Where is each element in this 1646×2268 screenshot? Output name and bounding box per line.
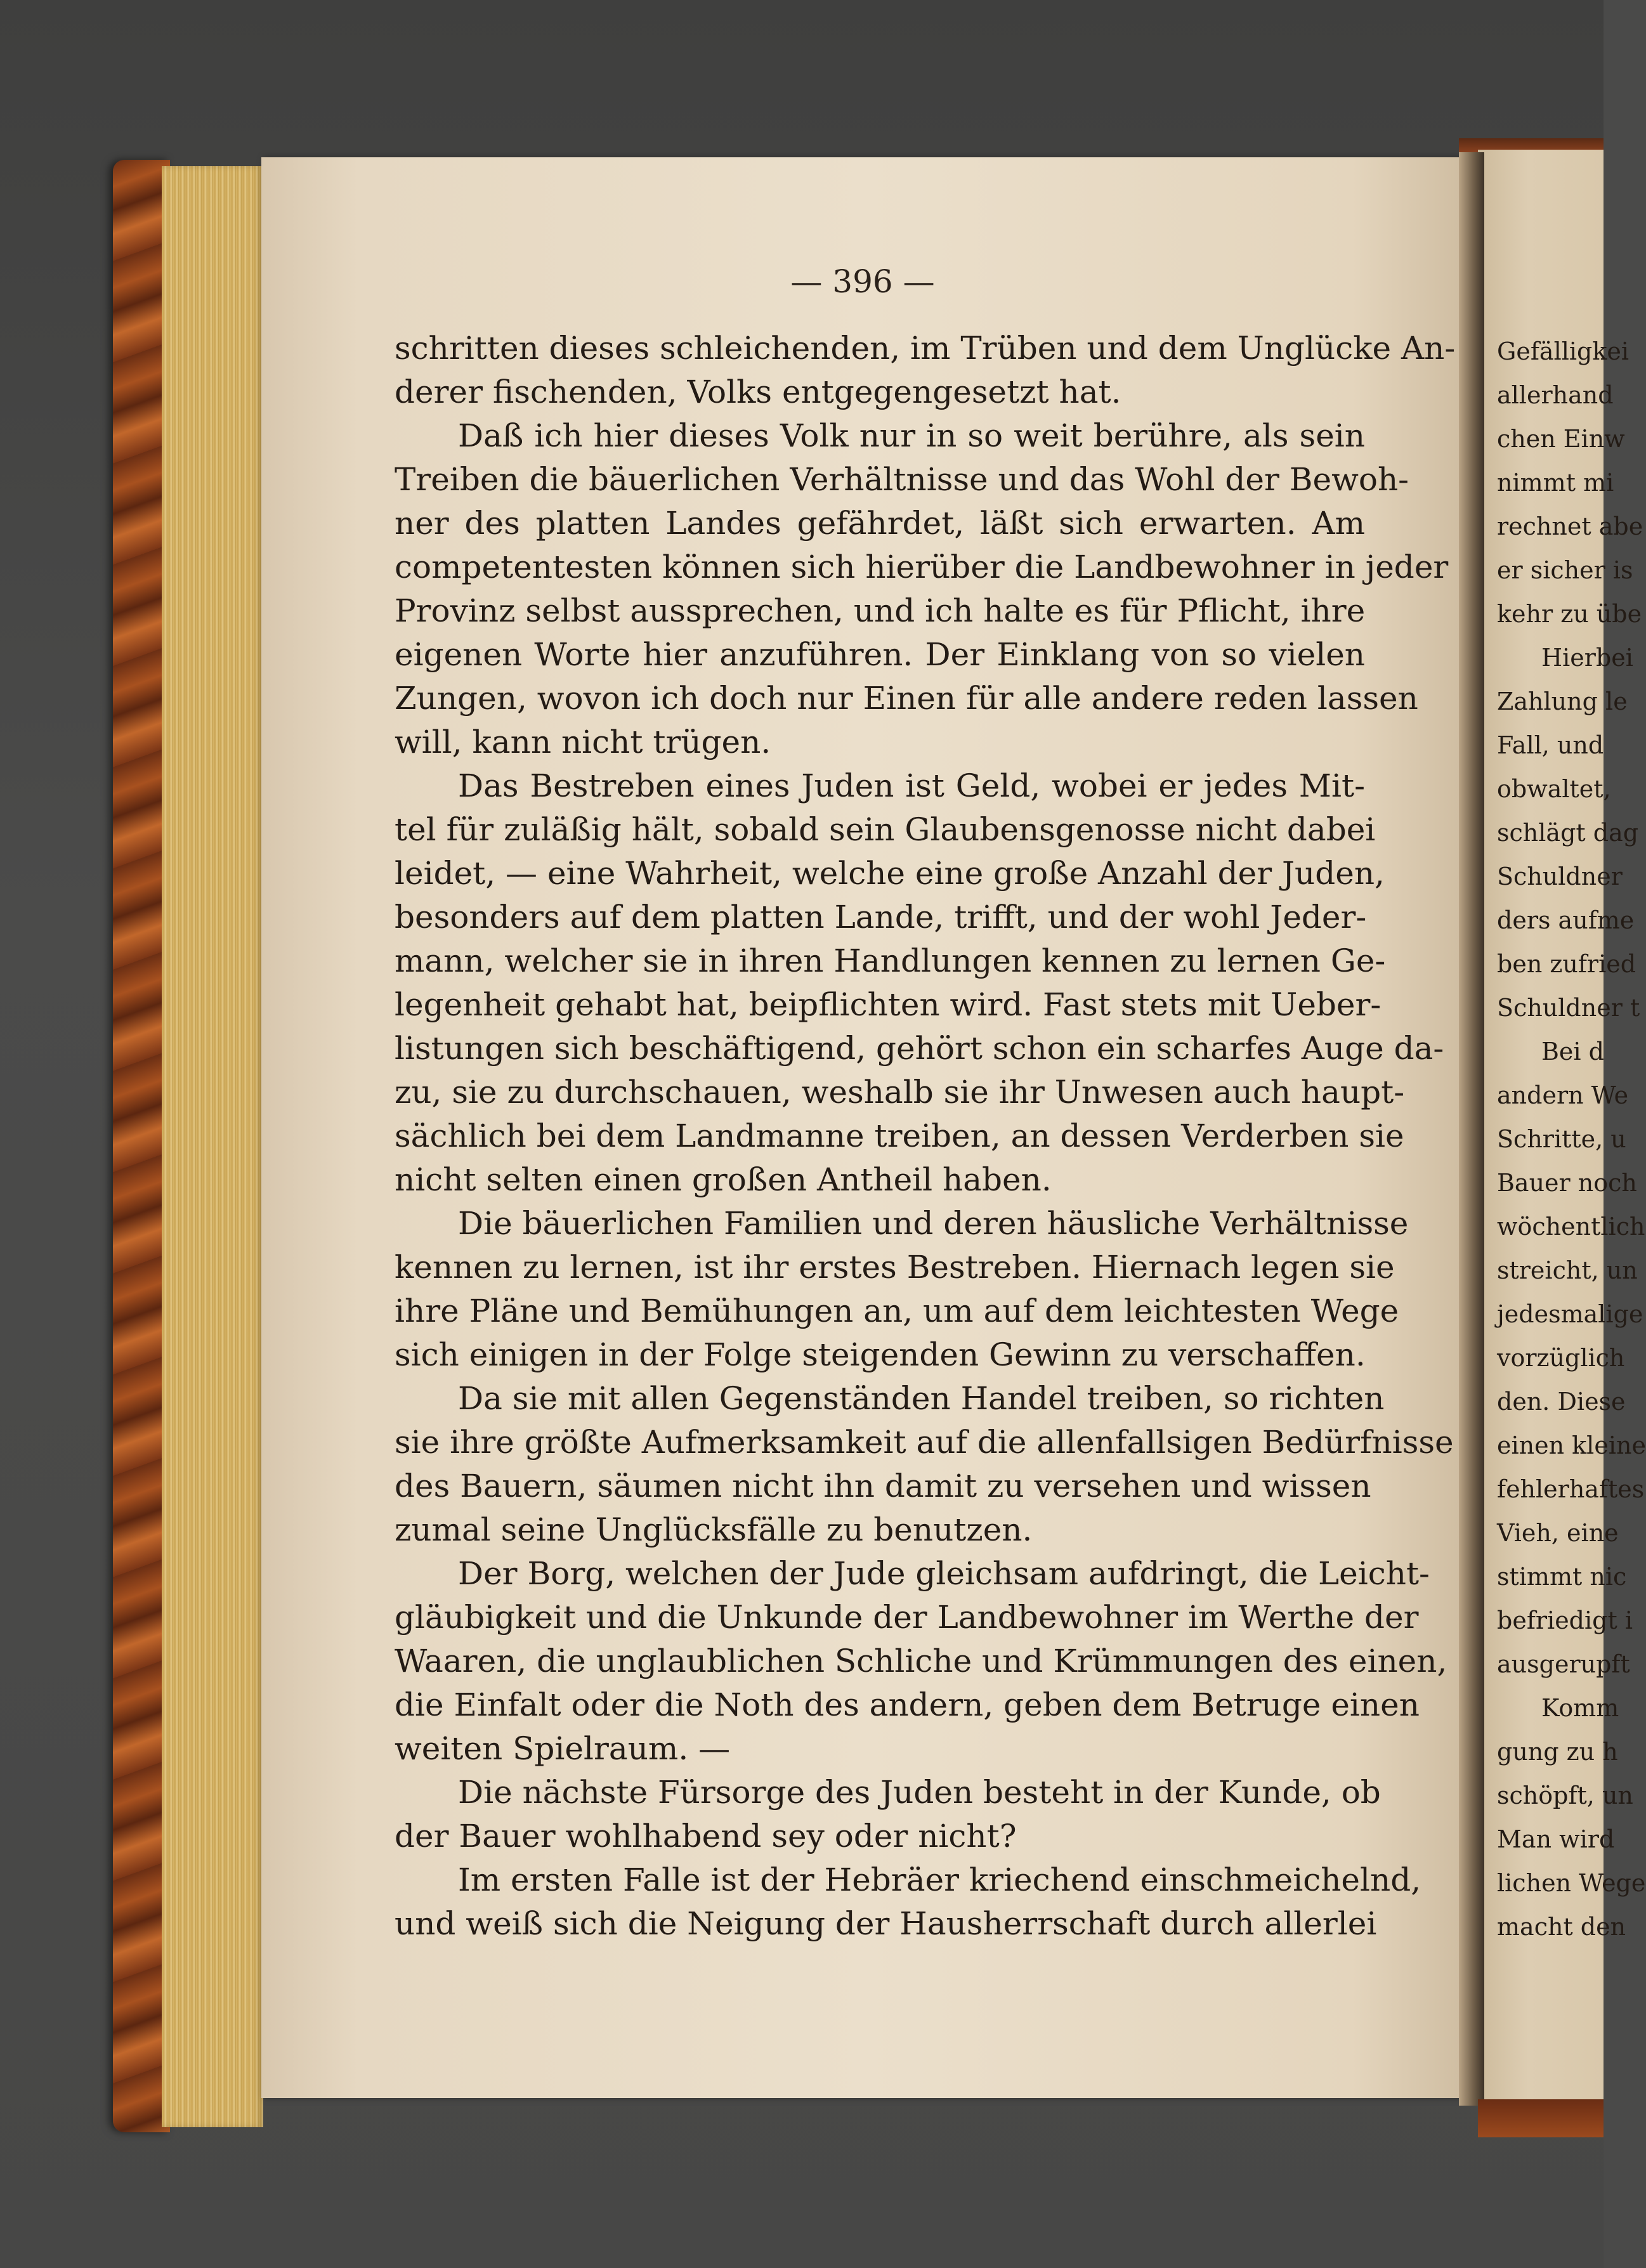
text-line: Das Bestreben eines Juden ist Geld, wobei er jedes Mit-	[458, 767, 1365, 804]
text-line: Die nächste Fürsorge des Juden besteht in der Kunde, ob	[458, 1774, 1381, 1811]
right-page-line: gung zu h	[1497, 1738, 1618, 1766]
right-page-line: ben zufried	[1497, 950, 1636, 978]
right-page-line: schlägt dag	[1497, 819, 1639, 847]
right-page-line: allerhand	[1497, 381, 1614, 409]
text-line: sich einigen in der Folge steigenden Gewinn zu verschaffen.	[395, 1336, 1366, 1373]
right-page-line: Vieh, eine	[1497, 1519, 1619, 1547]
text-line: nicht selten einen großen Antheil haben.	[395, 1161, 1052, 1198]
right-page-line: Man wird	[1497, 1825, 1615, 1853]
right-page-line: fehlerhaftes	[1497, 1475, 1645, 1503]
right-page-line: macht den	[1497, 1913, 1626, 1941]
text-line: derer fischenden, Volks entgegengesetzt hat.	[395, 374, 1121, 410]
text-line: kennen zu lernen, ist ihr erstes Bestreben. Hiernach legen sie	[395, 1249, 1395, 1286]
right-page-line: chen Einw	[1497, 425, 1625, 453]
text-line: sie ihre größte Aufmerksamkeit auf die allenfallsigen Bedürfnisse	[395, 1424, 1454, 1461]
right-page-line: er sicher is	[1497, 556, 1633, 584]
text-line: ner des platten Landes gefährdet, läßt sich erwarten. Am	[395, 505, 1365, 542]
text-line: Treiben die bäuerlichen Verhältnisse und das Wohl der Bewoh-	[395, 461, 1409, 498]
right-page-line: Komm	[1541, 1694, 1619, 1722]
text-line: besonders auf dem platten Lande, trifft, und der wohl Jeder-	[395, 899, 1367, 935]
text-line: Die bäuerlichen Familien und deren häusliche Verhältnisse	[458, 1205, 1409, 1242]
right-page-line: Zahlung le	[1497, 688, 1628, 715]
right-page-line: Hierbei	[1541, 644, 1633, 672]
right-page-line: Gefälligkei	[1497, 337, 1630, 365]
right-page-line: ausgerupft	[1497, 1650, 1630, 1678]
right-page-line: einen kleine	[1497, 1431, 1646, 1459]
text-line: listungen sich beschäftigend, gehört schon ein scharfes Auge da-	[395, 1030, 1444, 1067]
right-page-line: stimmt nic	[1497, 1563, 1627, 1591]
text-line: leidet, — eine Wahrheit, welche eine große Anzahl der Juden,	[395, 855, 1385, 892]
right-page-line: lichen Wege	[1497, 1869, 1646, 1897]
right-page-line: Bei d	[1541, 1038, 1604, 1066]
text-line: Daß ich hier dieses Volk nur in so weit berühre, als sein	[458, 417, 1365, 454]
text-line: zumal seine Unglücksfälle zu benutzen.	[395, 1511, 1033, 1548]
right-page-line: ders aufme	[1497, 906, 1635, 934]
right-page-line: obwaltet,	[1497, 775, 1611, 803]
text-line: competentesten können sich hierüber die Landbewohner in jeder	[395, 549, 1449, 585]
right-page-line: kehr zu übe	[1497, 600, 1642, 628]
right-page-line: streicht, un	[1497, 1256, 1638, 1284]
text-line: weiten Spielraum. —	[395, 1730, 731, 1767]
text-line: tel für zuläßig hält, sobald sein Glaubensgenosse nicht dabei	[395, 811, 1376, 848]
right-page-line: befriedigt i	[1497, 1606, 1633, 1634]
text-line: Zungen, wovon ich doch nur Einen für alle andere reden lassen	[395, 680, 1418, 717]
text-line: will, kann nicht trügen.	[395, 724, 771, 760]
book-gutter	[1459, 152, 1484, 2106]
text-line: legenheit gehabt hat, beipflichten wird. Fast stets mit Ueber-	[395, 986, 1381, 1023]
text-line: des Bauern, säumen nicht ihn damit zu versehen und wissen	[395, 1468, 1371, 1504]
marbled-cover-right-bottom	[1478, 2099, 1604, 2137]
right-page-line: andern We	[1497, 1081, 1629, 1109]
text-line: sächlich bei dem Landmanne treiben, an dessen Verderben sie	[395, 1118, 1404, 1154]
right-page-line: Schritte, u	[1497, 1125, 1626, 1153]
right-page-line: jedesmalige	[1497, 1300, 1643, 1328]
right-page-line: Schuldner	[1497, 863, 1623, 890]
right-page-text	[1497, 330, 1646, 1949]
page-number: — 396 —	[790, 263, 935, 300]
right-page-line: Schuldner t	[1497, 994, 1640, 1022]
text-line: Der Borg, welchen der Jude gleichsam aufdringt, die Leicht-	[458, 1555, 1430, 1592]
text-line: mann, welcher sie in ihren Handlungen kennen zu lernen Ge-	[395, 942, 1386, 979]
gilt-page-edges	[162, 166, 263, 2127]
right-page-line: den. Diese	[1497, 1388, 1626, 1416]
right-page-line: nimmt mi	[1497, 469, 1614, 497]
right-page-line: Fall, und	[1497, 731, 1604, 759]
text-line: schritten dieses schleichenden, im Trüben und dem Unglücke An-	[395, 330, 1456, 367]
text-line: die Einfalt oder die Noth des andern, geben dem Betruge einen	[395, 1686, 1420, 1723]
text-line: Im ersten Falle ist der Hebräer kriechend einschmeichelnd,	[458, 1861, 1421, 1898]
text-line: Provinz selbst aussprechen, und ich halte es für Pflicht, ihre	[395, 592, 1366, 629]
text-line: zu, sie zu durchschauen, weshalb sie ihr Unwesen auch haupt-	[395, 1074, 1405, 1111]
text-line: ihre Pläne und Bemühungen an, um auf dem leichtesten Wege	[395, 1293, 1399, 1329]
text-line: und weiß sich die Neigung der Hausherrschaft durch allerlei	[395, 1905, 1377, 1942]
text-line: gläubigkeit und die Unkunde der Landbewohner im Werthe der	[395, 1599, 1419, 1636]
text-line: der Bauer wohlhabend sey oder nicht?	[395, 1818, 1017, 1854]
right-page-line: vorzüglich	[1497, 1344, 1625, 1372]
right-page-line: schöpft, un	[1497, 1782, 1633, 1809]
right-page-line: wöchentlich	[1497, 1213, 1645, 1241]
text-line: eigenen Worte hier anzuführen. Der Einklang von so vielen	[395, 636, 1365, 673]
page-body-text	[395, 327, 1456, 1946]
text-line: Waaren, die unglaublichen Schliche und Krümmungen des einen,	[395, 1643, 1447, 1679]
right-page-line: Bauer noch	[1497, 1169, 1637, 1197]
right-page-line: rechnet abe	[1497, 512, 1643, 540]
text-line: Da sie mit allen Gegenständen Handel treiben, so richten	[458, 1380, 1385, 1417]
